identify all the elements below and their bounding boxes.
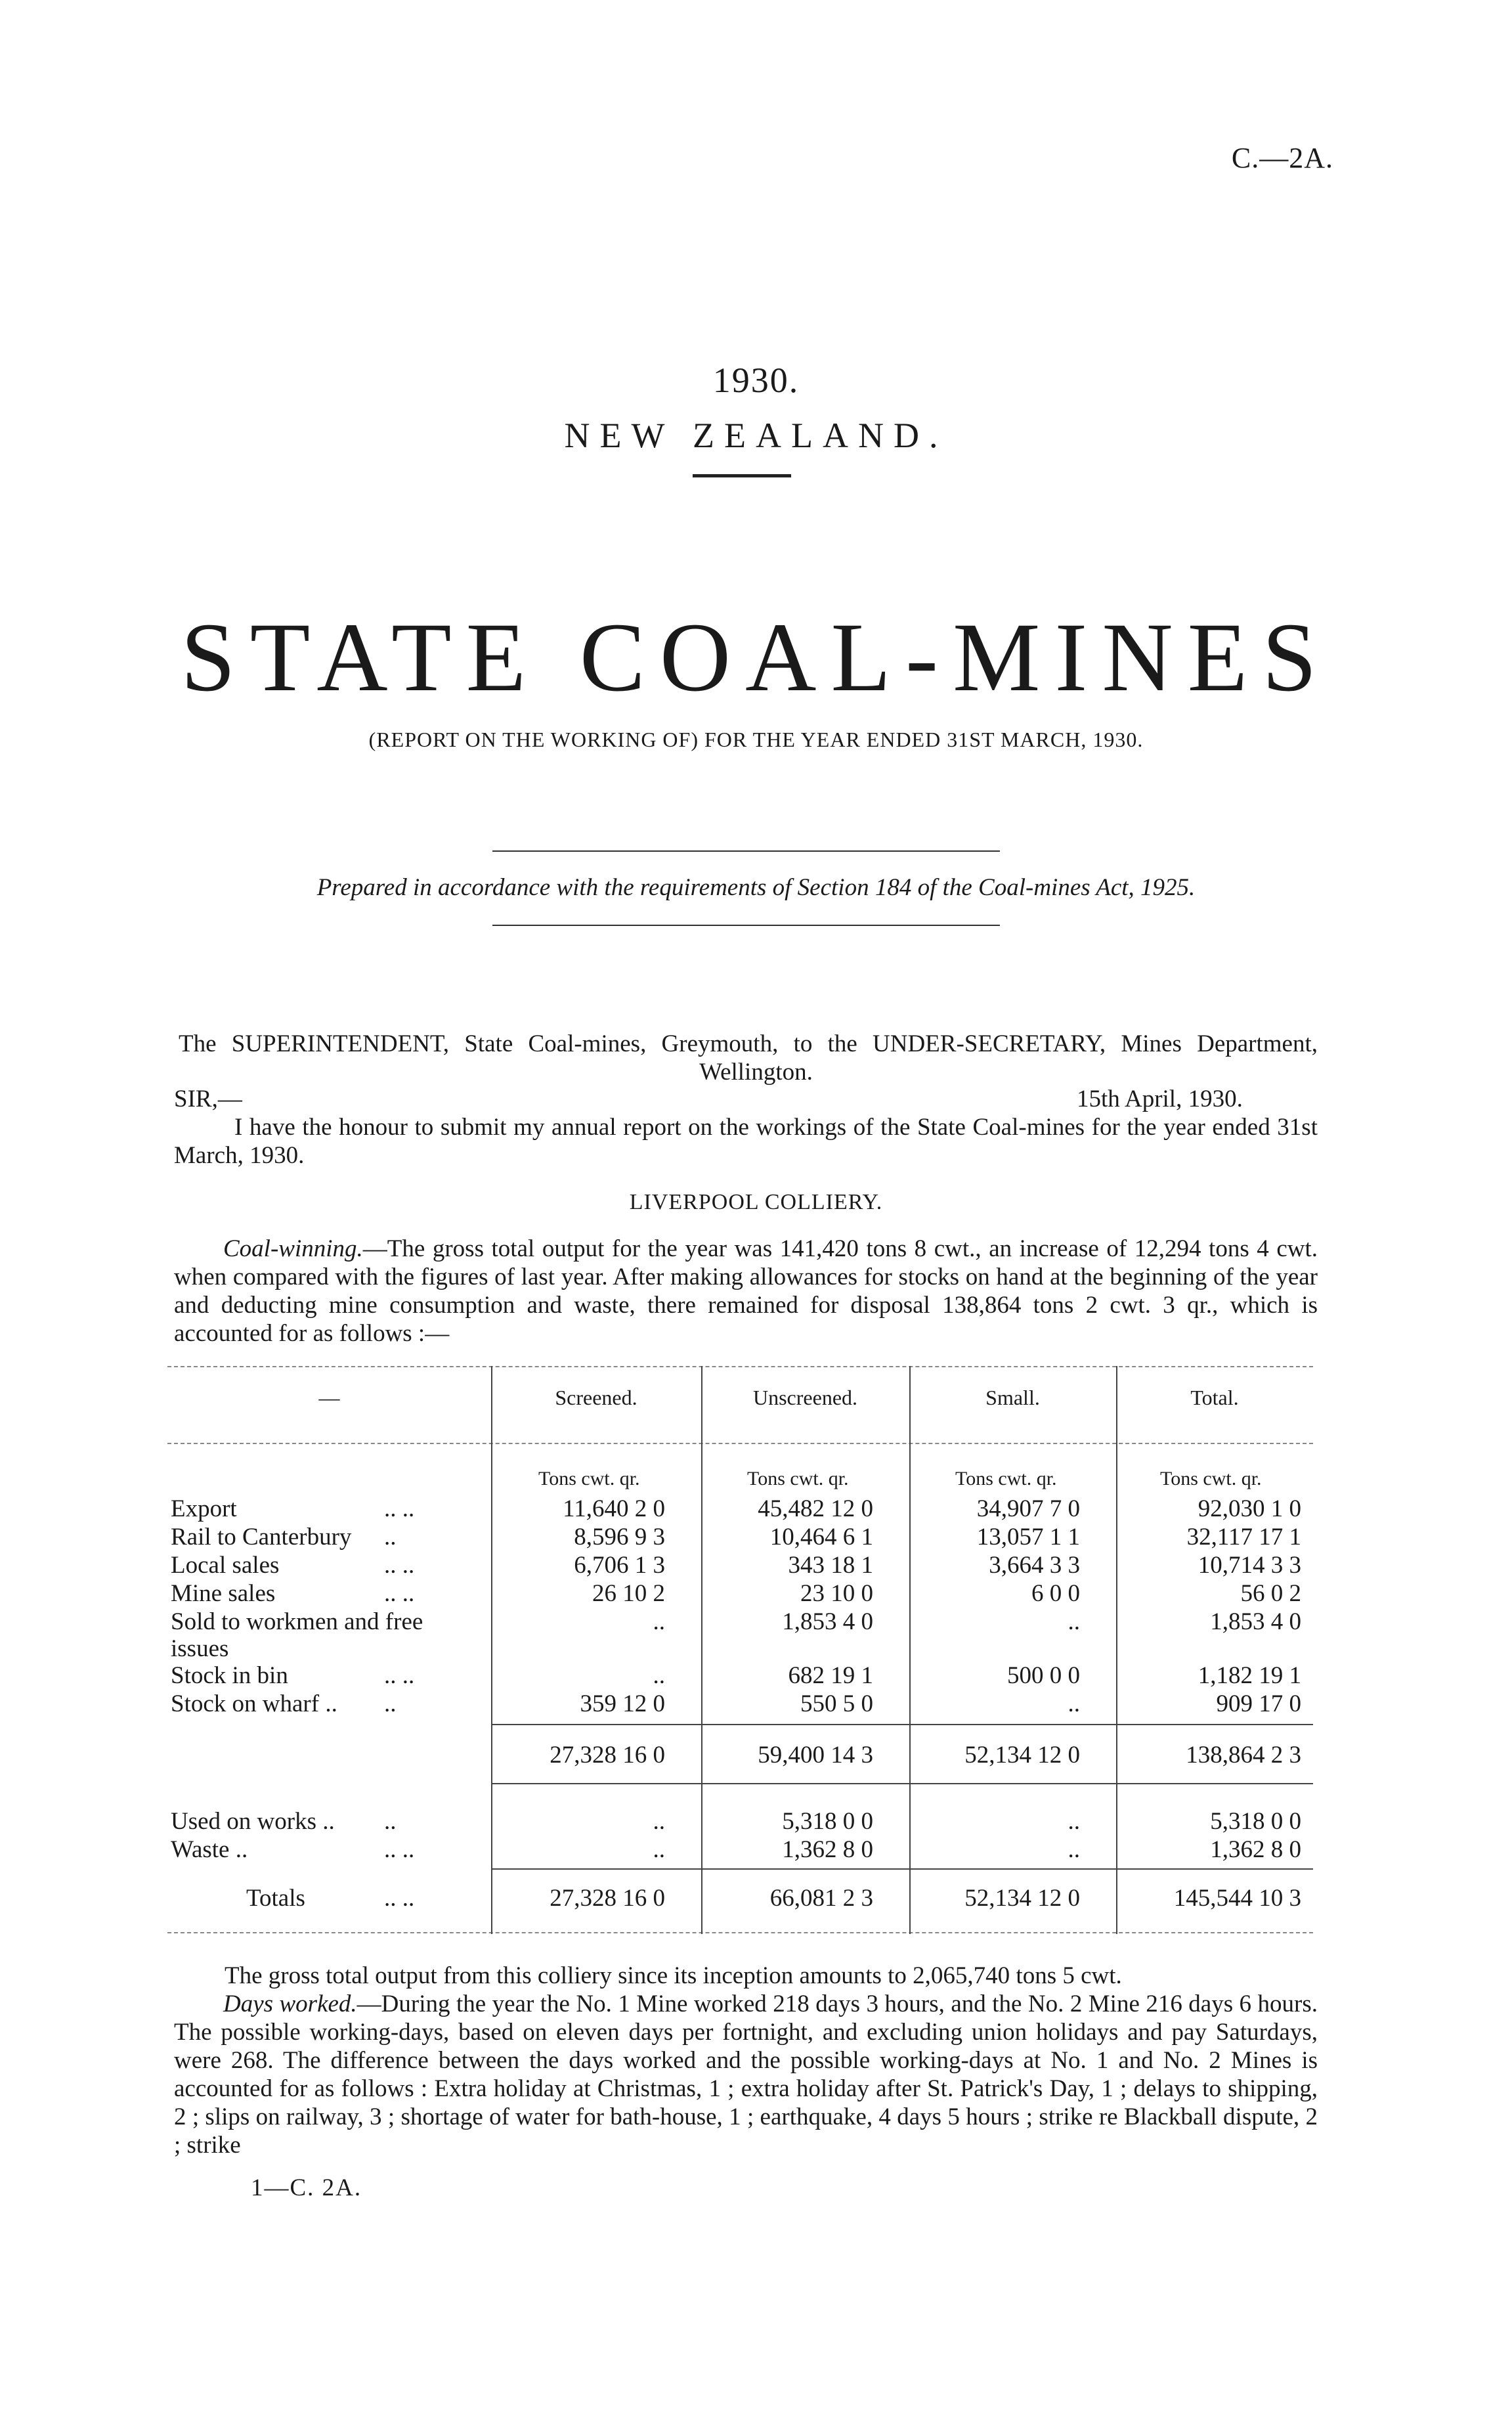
totals-unscreened: 66,081 2 3 <box>769 1885 873 1912</box>
letter-address-line2: Wellington. <box>699 1059 813 1086</box>
table-row-1-small: 13,057 1 1 <box>976 1524 1080 1551</box>
table-row-7-unscreened: 550 5 0 <box>800 1690 873 1717</box>
divider-bottom <box>492 925 1000 926</box>
letter-salutation: SIR,— <box>174 1086 242 1112</box>
section-heading: LIVERPOOL COLLIERY. <box>629 1190 883 1214</box>
col-divider-1 <box>491 1366 492 1934</box>
table-row-2-total: 10,714 3 3 <box>1198 1552 1301 1579</box>
table-row-1-label: Rail to Canterbury <box>171 1524 352 1551</box>
totals-small: 52,134 12 0 <box>964 1885 1080 1912</box>
letter-date: 15th April, 1930. <box>1077 1086 1243 1112</box>
table-row-2-leader: .. .. <box>384 1552 415 1579</box>
table-row-4-total: 1,853 4 0 <box>1210 1608 1301 1635</box>
table-row2-1-small: .. <box>1068 1836 1080 1863</box>
table-row2-0-screened: .. <box>653 1808 665 1835</box>
table-row-0-leader: .. .. <box>384 1495 415 1522</box>
page-signature: 1—C. 2A. <box>251 2174 362 2201</box>
table-row-6-leader: .. .. <box>384 1662 415 1689</box>
table-row2-1-screened: .. <box>653 1836 665 1863</box>
subtotal-rule-top <box>491 1724 1313 1725</box>
table-row-2-small: 3,664 3 3 <box>989 1552 1080 1579</box>
table-row-1-screened: 8,596 9 3 <box>574 1524 665 1551</box>
table-row-6-small: 500 0 0 <box>1007 1662 1080 1689</box>
table-row-7-small: .. <box>1068 1690 1080 1717</box>
disposal-table <box>167 1366 1313 1934</box>
table-row2-1-total: 1,362 8 0 <box>1210 1836 1301 1863</box>
table-row-2-label: Local sales <box>171 1552 280 1579</box>
table-row-6-unscreened: 682 19 1 <box>788 1662 873 1689</box>
subtotal-rule-bottom <box>491 1783 1313 1784</box>
country-heading: NEW ZEALAND. <box>564 416 948 455</box>
table-row-4-small: .. <box>1068 1608 1080 1635</box>
table-row2-0-leader: .. <box>384 1808 397 1835</box>
days-worked-label: Days worked. <box>223 1991 357 2017</box>
prepared-note: Prepared in accordance with the requirements of Section 184 of the Coal-mines Act, 1925. <box>316 874 1196 901</box>
table-row2-0-unscreened: 5,318 0 0 <box>782 1808 873 1835</box>
divider-top <box>492 850 1000 852</box>
coal-winning-text: —The gross total output for the year was 141,420 tons 8 cwt., an increase of 12,294 tons 4 cwt. when compared with the figures of last year. After making allowances for stocks on hand at the beginning of the year and deducting mine consumption and waste, there remained for disposal 138,864 tons 2 cwt. 3 qr., which is accounted for as follows :— <box>174 1235 1318 1347</box>
col-header-small: Small. <box>985 1386 1040 1409</box>
letter-address-line1: The SUPERINTENDENT, State Coal-mines, Greymouth, to the UNDER-SECRETARY, Mines Department, <box>179 1030 1318 1057</box>
table-row-3-label: Mine sales <box>171 1580 276 1607</box>
page-reference: C.—2A. <box>1231 142 1333 174</box>
report-year: 1930. <box>712 361 800 400</box>
table-row-7-screened: 359 12 0 <box>580 1690 665 1717</box>
table-row-7-label: Stock on wharf .. <box>171 1690 337 1717</box>
table-row-6-screened: .. <box>653 1662 665 1689</box>
totals-rule <box>491 1868 1313 1870</box>
table-row-6-label: Stock in bin <box>171 1662 288 1689</box>
days-worked-paragraph <box>174 1990 1318 2159</box>
letter-intro: I have the honour to submit my annual report on the workings of the State Coal-mines for the year ended 31st March, 1930. <box>174 1114 1318 1169</box>
table-row2-1-leader: .. .. <box>384 1836 415 1863</box>
units-screened: Tons cwt. qr. <box>538 1468 640 1489</box>
col-header-total: Total. <box>1190 1386 1239 1409</box>
subtotal-unscreened: 59,400 14 3 <box>758 1742 873 1769</box>
table-row-1-unscreened: 10,464 6 1 <box>769 1524 873 1551</box>
table-row2-0-small: .. <box>1068 1808 1080 1835</box>
subtotal-small: 52,134 12 0 <box>964 1742 1080 1769</box>
table-row-0-total: 92,030 1 0 <box>1198 1495 1301 1522</box>
table-row-4-screened: .. <box>653 1608 665 1635</box>
table-header-rule <box>167 1443 1313 1444</box>
days-worked-text: —During the year the No. 1 Mine worked 218 days 3 hours, and the No. 2 Mine 216 days 6 hours. The possible working-days, based on eleven days per fortnight, and excluding union holidays and pay Saturdays, were 268. The difference between the days worked and the possible working-days at No. 1 and No. 2 Mines is accounted for as follows : Extra holiday at Christmas, 1 ; extra holiday after St. Patrick's Day, 1 ; delays to shipping, 2 ; slips on railway, 3 ; shortage of water for bath-house, 1 ; earthquake, 4 days 5 hours ; strike re Blackball dispute, 2 ; strike <box>174 1991 1318 2159</box>
table-row-0-screened: 11,640 2 0 <box>563 1495 665 1522</box>
main-title: STATE COAL-MINES <box>181 603 1331 712</box>
col-header-label: — <box>318 1386 340 1409</box>
units-total: Tons cwt. qr. <box>1160 1468 1262 1489</box>
table-row2-0-label: Used on works .. <box>171 1808 335 1835</box>
totals-label: Totals <box>246 1885 305 1912</box>
table-row-5-label: issues <box>171 1635 229 1662</box>
table-row-3-screened: 26 10 2 <box>592 1580 665 1607</box>
table-row-1-total: 32,117 17 1 <box>1186 1524 1301 1551</box>
table-row-3-leader: .. .. <box>384 1580 415 1607</box>
table-row-6-total: 1,182 19 1 <box>1198 1662 1301 1689</box>
table-row2-1-label: Waste .. <box>171 1836 248 1863</box>
units-unscreened: Tons cwt. qr. <box>747 1468 849 1489</box>
table-row-4-unscreened: 1,853 4 0 <box>782 1608 873 1635</box>
report-subtitle: (REPORT ON THE WORKING OF) FOR THE YEAR ENDED 31ST MARCH, 1930. <box>368 728 1144 751</box>
table-row-2-screened: 6,706 1 3 <box>574 1552 665 1579</box>
table-row-3-total: 56 0 2 <box>1240 1580 1301 1607</box>
table-row2-1-unscreened: 1,362 8 0 <box>782 1836 873 1863</box>
col-header-screened: Screened. <box>555 1386 637 1409</box>
table-row-0-label: Export <box>171 1495 237 1522</box>
table-bottom-rule <box>167 1932 1313 1933</box>
table-top-rule <box>167 1366 1313 1367</box>
totals-total: 145,544 10 3 <box>1173 1885 1301 1912</box>
subtotal-total: 138,864 2 3 <box>1186 1742 1301 1769</box>
table-row-7-total: 909 17 0 <box>1216 1690 1301 1717</box>
coal-winning-label: Coal-winning. <box>223 1235 363 1262</box>
table-row-1-leader: .. <box>384 1524 397 1551</box>
table-row-4-label: Sold to workmen and free <box>171 1608 423 1635</box>
table-row-7-leader: .. <box>384 1690 397 1717</box>
table-row-0-small: 34,907 7 0 <box>976 1495 1080 1522</box>
title-divider <box>693 474 791 477</box>
table-row-2-unscreened: 343 18 1 <box>788 1552 873 1579</box>
table-row-3-small: 6 0 0 <box>1031 1580 1080 1607</box>
col-divider-3 <box>909 1366 911 1934</box>
gross-total-line: The gross total output from this colliery since its inception amounts to 2,065,740 tons 5 cwt. <box>225 1962 1122 1989</box>
coal-winning-paragraph <box>174 1235 1318 1348</box>
totals-leader: .. .. <box>384 1885 415 1912</box>
table-row-3-unscreened: 23 10 0 <box>800 1580 873 1607</box>
table-row-0-unscreened: 45,482 12 0 <box>758 1495 873 1522</box>
subtotal-screened: 27,328 16 0 <box>550 1742 665 1769</box>
col-divider-4 <box>1116 1366 1117 1934</box>
col-divider-2 <box>701 1366 702 1934</box>
table-row2-0-total: 5,318 0 0 <box>1210 1808 1301 1835</box>
units-small: Tons cwt. qr. <box>955 1468 1057 1489</box>
col-header-unscreened: Unscreened. <box>752 1386 858 1409</box>
totals-screened: 27,328 16 0 <box>550 1885 665 1912</box>
